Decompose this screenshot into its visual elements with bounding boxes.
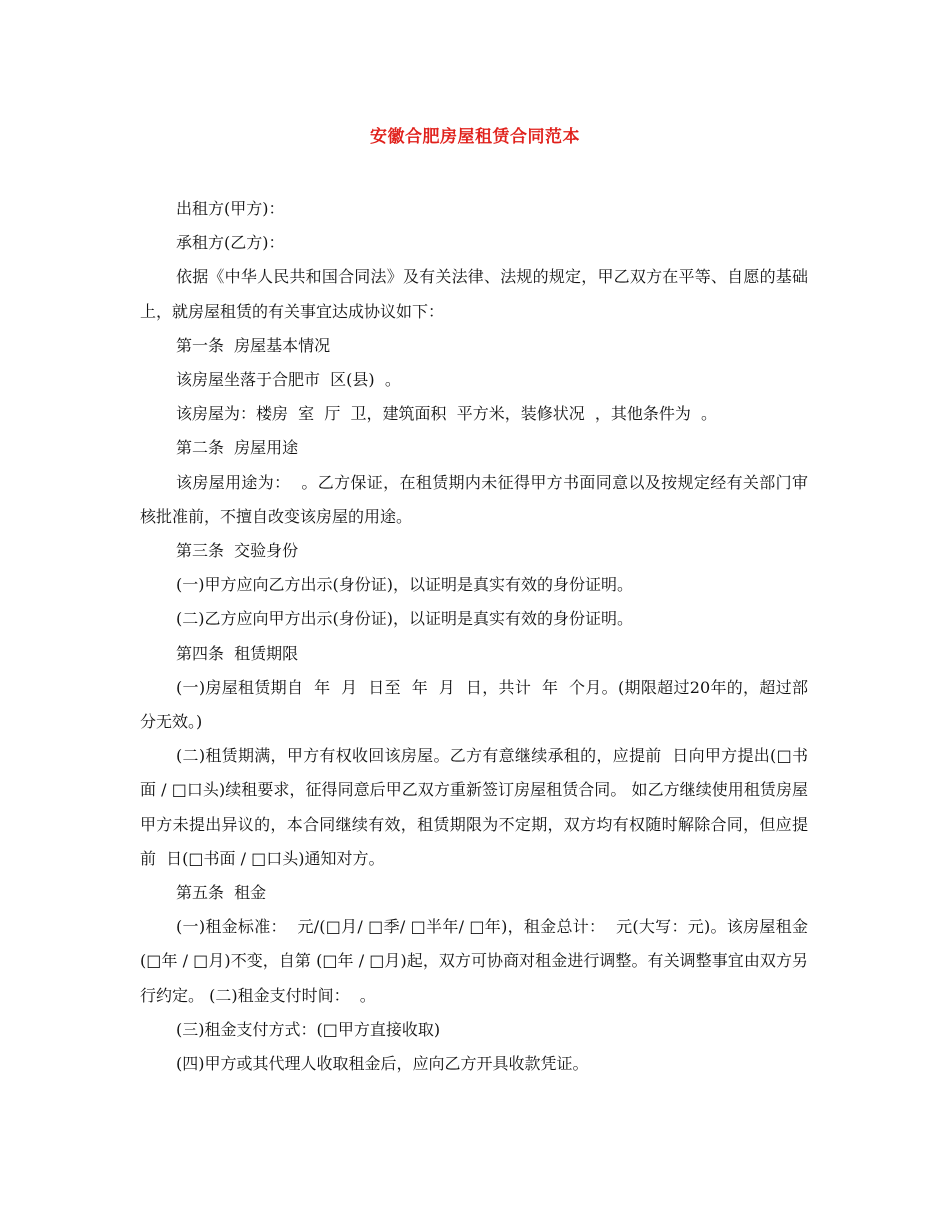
article-1-description: 该房屋为：楼房 室 厅 卫，建筑面积 平方米，装修状况 ，其他条件为 。 [176,404,718,424]
document-title: 安徽合肥房屋租赁合同范本 [370,127,580,147]
article-2-heading: 第二条 房屋用途 [176,438,299,458]
article-5-heading: 第五条 租金 [176,883,267,903]
article-2-usage: 该房屋用途为： 。乙方保证，在租赁期内未征得甲方书面同意以及按规定经有关部门审核批准前，不擅自改变该房屋的用途。 [140,472,808,526]
article-4-clause-1: (一)房屋租赁期自 年 月 日至 年 月 日，共计 年 个月。(期限超过20年的，超过部分无效。) [140,677,808,732]
article-5-clause-1: (一)租金标准： 元/(□月/ □季/ □半年/ □年)，租金总计： 元(大写：元)。该房屋租金 (□年 / □月)不变，自第 (□年 / □月)起，双方可协商对租金进行调整。有关调整事宜由双方另行约定。 (二)租金支付时间： 。 [140,917,814,1005]
article-3-clause-1: (一)甲方应向乙方出示(身份证)，以证明是真实有效的身份证明。 [176,575,633,595]
article-3-heading: 第三条 交验身份 [176,541,299,561]
article-4-clause-2: (二)租赁期满，甲方有权收回该房屋。乙方有意继续承租的，应提前 日向甲方提出(□书面 / □口头)续租要求，征得同意后甲乙双方重新签订房屋租赁合同。 如乙方继续使用租赁房屋甲方未提出异议的，本合同继续有效，租赁期限为不定期，双方均有权随时解除合同，但应提前 日(□书面 / □口头)通知对方。 [140,746,808,868]
party-a-line: 出租方(甲方)： [176,199,285,218]
preamble-paragraph: 依据《中华人民共和国合同法》及有关法律、法规的规定，甲乙双方在平等、自愿的基础上，就房屋租赁的有关事宜达成协议如下： [140,267,808,321]
article-5-clause-4: (四)甲方或其代理人收取租金后，应向乙方开具收款凭证。 [176,1054,589,1074]
document-body [140,192,814,1081]
party-b-line: 承租方(乙方)： [176,233,285,253]
article-5-clause-3: (三)租金支付方式：(□甲方直接收取) [176,1019,441,1039]
article-1-heading: 第一条 房屋基本情况 [176,335,331,355]
article-4-heading: 第四条 租赁期限 [176,643,299,663]
article-1-location: 该房屋坐落于合肥市 区(县) 。 [176,370,401,390]
article-3-clause-2: (二)乙方应向甲方出示(身份证)，以证明是真实有效的身份证明。 [176,609,633,629]
